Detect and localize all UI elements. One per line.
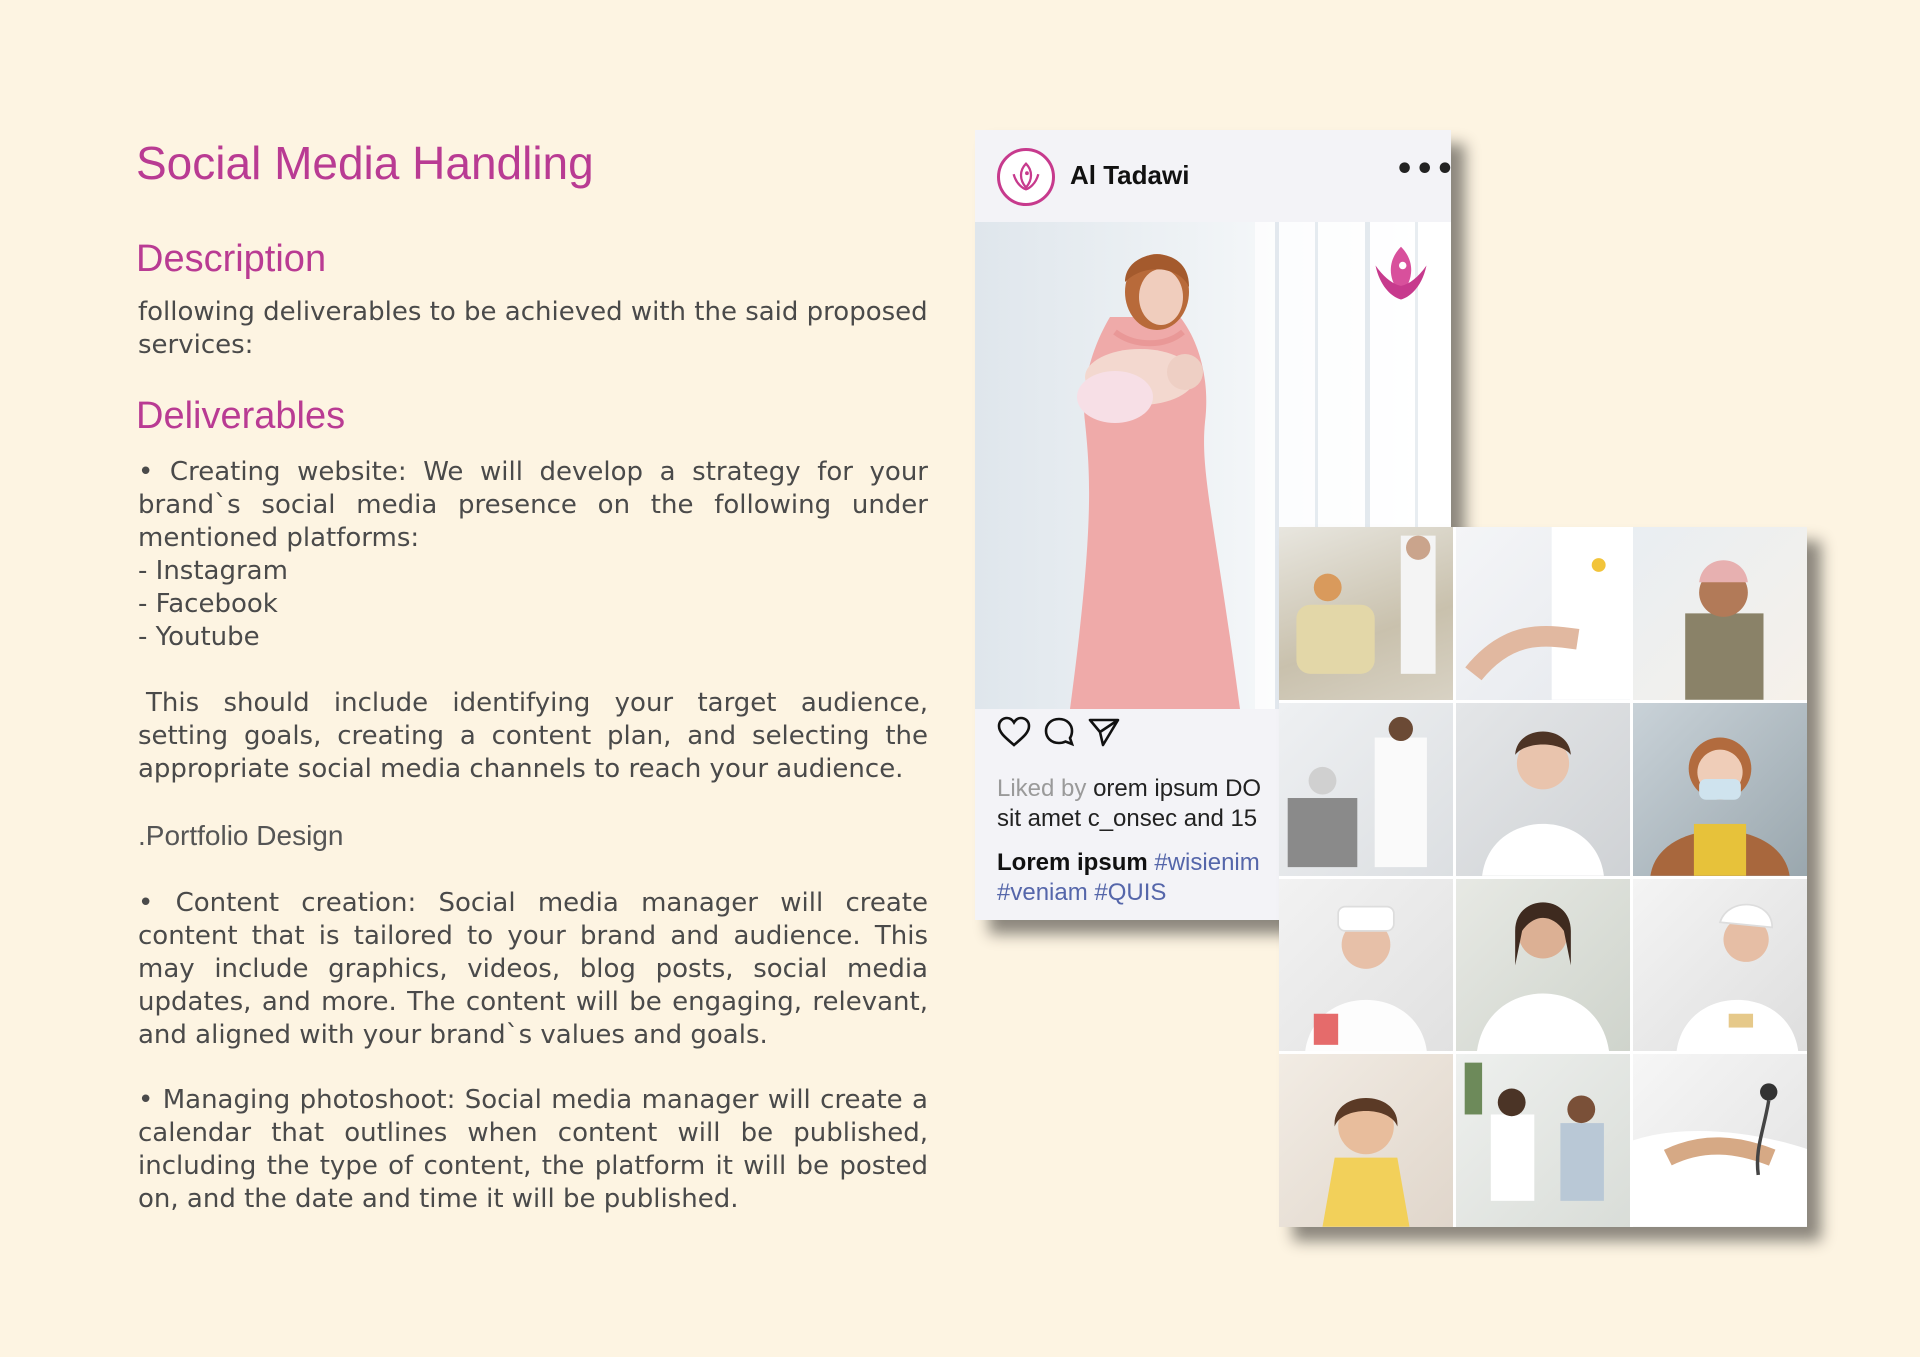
portfolio-design-label: .Portfolio Design — [138, 820, 344, 851]
photo-grid-mockup — [1279, 527, 1807, 1227]
share-icon[interactable] — [1087, 716, 1121, 748]
lotus-logo-icon — [1007, 158, 1045, 196]
comment-icon[interactable] — [1043, 716, 1075, 748]
post-caption — [997, 848, 1260, 908]
deliverable-content-creation: • Content creation: Social media manager will create content that is tailored to your brand and audience. This may include graphics, videos, blog posts, social media updates, and more. The content will be engaging, relevant, and aligned with your brand`s values and goals. — [138, 888, 928, 1050]
post-header — [975, 130, 1456, 222]
grid-photo-woman-face-mask[interactable] — [1633, 703, 1807, 876]
strategy-text: This should include identifying your target audience, setting goals, creating a content plan, and selecting the appropriate social media channels to reach your audience. — [138, 688, 928, 784]
liked-by-line2: sit amet c_onsec and 15 — [997, 805, 1258, 832]
platform-youtube: - Youtube — [138, 622, 260, 652]
grid-photo-female-doctor-tablet[interactable] — [1456, 703, 1630, 876]
platform-instagram: - Instagram — [138, 556, 288, 586]
grid-photo-girl-yellow-dress[interactable] — [1279, 1054, 1453, 1227]
grid-photo-smiling-child-hat[interactable] — [1633, 527, 1807, 700]
grid-photo-doctor-elder-patient[interactable] — [1279, 703, 1453, 876]
heart-icon[interactable] — [997, 716, 1031, 748]
deliverable-photoshoot: • Managing photoshoot: Social media manager will create a calendar that outlines when content will be published, including the type of content, the platform it will be posted on, and the date and time it will be published. — [138, 1085, 928, 1214]
grid-photo-patient-chair-doctor[interactable] — [1279, 527, 1453, 700]
grid-photo-doctor-consultation[interactable] — [1456, 1054, 1630, 1227]
post-actions — [997, 712, 1197, 752]
description-heading: Description — [136, 238, 327, 280]
hashtag-wisienim[interactable]: #wisienim — [1154, 849, 1260, 876]
hashtags-line2[interactable]: #veniam #QUIS — [997, 879, 1167, 906]
deliverables-heading: Deliverables — [136, 395, 346, 437]
grid-photo-nurse-profile-stethoscope[interactable] — [1633, 879, 1807, 1052]
description-text: following deliverables to be achieved with the said proposed services: — [138, 297, 928, 360]
lotus-watermark-icon — [1367, 240, 1435, 308]
deliverable-website: • Creating website: We will develop a strategy for your brand`s social media presence on the following under mentioned platforms: — [138, 457, 928, 553]
post-username[interactable]: Al Tadawi — [1070, 160, 1190, 190]
liked-by-label: Liked by — [997, 775, 1087, 802]
grid-photo-handshake-doctor[interactable] — [1456, 527, 1630, 700]
brand-avatar[interactable] — [997, 148, 1055, 206]
grid-photo-smiling-doctor-arms-crossed[interactable] — [1456, 879, 1630, 1052]
page-title: Social Media Handling — [136, 137, 594, 189]
liked-by-names[interactable]: orem ipsum DO — [1093, 775, 1262, 802]
grid-photo-doctor-stethoscope-closeup[interactable] — [1633, 1054, 1807, 1227]
platform-list — [138, 555, 288, 654]
caption-username[interactable]: Lorem ipsum — [997, 849, 1148, 876]
likes-text — [997, 774, 1261, 834]
grid-photo-nurse-cap-stethoscope[interactable] — [1279, 879, 1453, 1052]
more-options-icon[interactable]: ••• — [1395, 152, 1456, 187]
platform-facebook: - Facebook — [138, 589, 278, 619]
